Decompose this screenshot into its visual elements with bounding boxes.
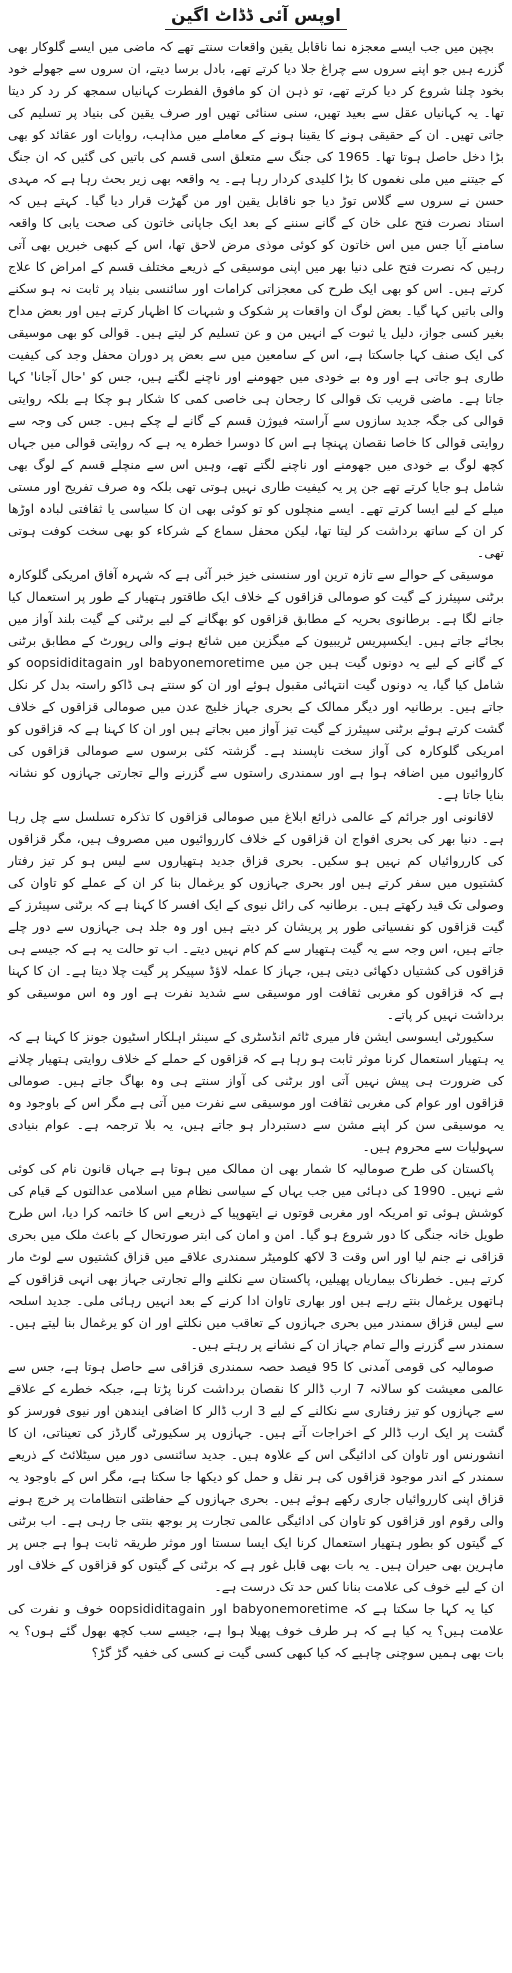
paragraph-2: موسیقی کے حوالے سے تازہ ترین اور سنسنی خیز خبر آئی ہے کہ شہرہ آفاق امریکی گلوکارہ برٹنی سپیئرز کے گیت کو صومالی قزاقوں کے خلاف ایک طاقتور ہتھیار کے طور پر استعمال کیا جانے لگا ہے۔ برطانوی بحریہ کے مطابق قزاقوں کو بھگانے کے لیے برٹنی کے گیت بلند آواز میں بجائے جاتے ہیں۔ ایکسپریس ٹریبیون کے میگزین میں شائع ہونے والی رپورٹ کے مطابق برٹنی کے گانے کے لیے یہ دونوں گیت ہیں جن میں babyonemoretime اور oopsididitagain کو شامل کیا گیا، یہ دونوں گیت انتہائی مقبول ہوئے اور ان کو سنتے ہی ڈاکو راستہ بدل کر نکل جاتے ہیں۔ برطانیہ اور دیگر ممالک کے بحری جہاز خلیج عدن میں صومالی قزاقوں کے خلاف گشت کرتے ہوئے برٹنی سپیئرز کے گیت تیز آواز میں بجاتے ہیں اور ان کا کہنا ہے کہ قزاقوں کو امریکی گلوکارہ کی آواز سخت ناپسند ہے۔ گزشتہ کئی برسوں سے صومالی قزاقوں کی کاروائیوں میں اضافہ ہوا ہے اور سمندری راستوں سے گزرنے والے تجارتی جہازوں کو نشانہ بنایا جاتا ہے۔: [8, 567, 505, 802]
headline: اوپس آئی ڈڈاٹ اگین: [165, 6, 347, 30]
paragraph-6: صومالیہ کی قومی آمدنی کا 95 فیصد حصہ سمندری قزاقی سے حاصل ہوتا ہے، جس سے عالمی معیشت کو سالانہ 7 ارب ڈالر کا نقصان برداشت کرنا پڑتا ہے، جبکہ خطرے کے علاقے سے جہازوں کو تیز رفتاری سے نکالنے کے لیے 3 ارب ڈالر کا اضافی ایندھن اور نیوی فورسز کو گشت پر ایک ارب ڈالر کے اخراجات آتے ہیں۔ جہازوں پر سکیورٹی گارڈز کی تعیناتی، ان کا انشورنس اور تاوان کی ادائیگی اس کے علاوہ ہیں۔ جدید سائنسی دور میں سیٹلائٹ کے ذریعے سمندر کے اندر موجود قزاقوں کی ہر نقل و حمل کو دیکھا جا سکتا ہے، مگر اس کے باوجود یہ قزاق اپنی کارروائیاں جاری رکھے ہوئے ہیں۔ بحری جہازوں کے حفاظتی انتظامات پر خرچ ہونے والی رقوم اور قزاقوں کو تاوان کی ادائیگی عالمی تجارت پر بوجھ بنتی جا رہی ہے۔ اب برٹنی کے گیتوں کو بطور ہتھیار استعمال کرنا ایک ایسا سستا اور موثر طریقہ ثابت ہوا ہے جس پر ماہرین بھی حیران ہیں۔ یہ بات بھی قابل غور ہے کہ برٹنی کے گیتوں کو قزاقوں کے خلاف اور ان کے لیے خوف کی علامت بنانا کس حد تک درست ہے۔: [8, 1359, 504, 1594]
paragraph-5: پاکستان کی طرح صومالیہ کا شمار بھی ان ممالک میں ہوتا ہے جہاں قانون نام کی کوئی شے نہیں۔ 1990 کی دہائی میں جب یہاں کے سیاسی نظام میں اسلامی عدالتوں کے قیام کی کوشش ہوئی تو امریکہ اور مغربی قوتوں نے ایتھوپیا کے ذریعے اس کا خاتمہ کرا دیا، اس طرح طویل خانہ جنگی کا دور شروع ہو گیا۔ امن و امان کی ابتر صورتحال کے باعث ملک میں بحری قزاقی نے جنم لیا اور اس وقت 3 لاکھ کلومیٹر سمندری علاقے میں قزاق کشتیوں سے لوٹ مار کرتے ہیں۔ خطرناک بیماریاں پھیلیں، پاکستان سے نکلنے والے تجارتی جہاز بھی انہی قزاقوں کے ہاتھوں یرغمال بنتے رہے ہیں اور بھاری تاوان ادا کرنے کے بعد انہیں رہائی ملی۔ جدید اسلحہ سے لیس قزاق سمندر میں بحری جہازوں کے تعاقب میں نکلتے اور ان کو یرغمال بنا لیتے ہیں۔ سمندر سے گزرنے والے تمام جہاز ان کے نشانے پر رہتے ہیں۔: [8, 1161, 504, 1352]
paragraph-1: بچپن میں جب ایسے معجزہ نما ناقابل یقین واقعات سنتے تھے کہ ماضی میں ایسے گلوکار بھی گزرے ہیں جو اپنے سروں سے چراغ جلا دیا کرتے تھے، بادل برسا دیتے، ان سروں سے جھولے خود بخود چلنا شروع کر دیا کرتے تھے، تو ذہن ان کو مافوق الفطرت کہانیاں سمجھ کر رد کر دیتا تھا۔ یہ کہانیاں عقل سے بعید تھیں، سنی سنائی تھیں اور صرف یقین کی بنیاد پر تسلیم کی جاتی تھیں۔ ان کے حقیقی ہونے کا یقینا ہونے کے معاملے میں مذاہب، روایات اور عقائد کو بھی بڑا دخل حاصل ہوتا تھا۔ 1965 کی جنگ سے متعلق اسی قسم کی باتیں کی گئیں کہ ان جنگ کے جیتنے میں ملی نغموں کا بڑا کلیدی کردار رہا ہے۔ یہ واقعہ بھی زیر بحث رہا ہے کہ مہدی حسن نے سروں سے گلاس توڑ دیا جو ناقابل یقین اور من گھڑت قرار دیا گیا۔ کہتے ہیں کہ استاد نصرت فتح علی خان کے گانے سننے کے بعد ایک جاپانی خاتون کی صحت یابی کا واقعہ سامنے آیا جس میں اس خاتون کو کوئی موذی مرض لاحق تھا، اس کے کبھی خبریں بھی آتی رہیں کہ نصرت فتح علی دنیا بھر میں اپنی موسیقی کے ذریعے مختلف قسم کے امراض کا علاج کرتے ہیں۔ اس کو بھی ایک طرح کی معجزاتی کرامات اور سائنسی بنیاد پر ثابت نہ ہو سکنے والی باتیں کہا گیا۔ بعض لوگ ان واقعات پر شکوک و شبہات کا اظہار کرتے ہیں اور بعض مداح بغیر کسی جواز، دلیل یا ثبوت کے انہیں من و عن تسلیم کر لیتے ہیں۔ قوالی کو بھی موسیقی کی ایک صنف کہا جاسکتا ہے، اس کے سامعین میں سے بعض پر دوران محفل وجد کی کیفیت طاری ہو جاتی ہے اور وہ بے خودی میں جھومنے اور ناچنے لگتے ہیں، جس کو 'حال آجانا' کہا جاتا ہے۔ ماضی قریب تک قوالی کا رجحان ہی خاصی کمی کا شکار ہو چکا ہے بلکہ روایتی قوالی کی جگہ جدید سازوں سے آراستہ فیوژن قسم کے گانے لے چکے ہیں۔ جس کی وجہ سے روایتی قوالی کا خاصا نقصان پہنچا ہے اس کا دوسرا خطرہ یہ ہے کہ روایتی قوالی میں جہاں کچھ لوگ بے خودی میں جھومنے اور ناچنے لگتے تھے، وہیں اس سے منچلے قسم کے لوگ بھی شامل ہو جایا کرتے تھے جن پر یہ کیفیت طاری نہیں ہوتی تھی بلکہ وہ صرف تفریح اور مستی میلے کے لیے ایسا کرتے تھے۔ ایسے منچلوں کو تو کوئی بھی ان کا سیاسی یا ثقافتی لبادہ اوڑھا کر ان کے ساتھ برداشت کر لیتا تھا، لیکن محفل سماع کے شرکاء کو بھی سخت کوفت ہوتی تھی۔: [8, 39, 504, 560]
paragraph-7: کیا یہ کہا جا سکتا ہے کہ babyonemoretime اور oopsididitagain خوف و نفرت کی علامت ہیں؟ یہ کیا ہے کہ ہر طرف خوف پھیلا ہوا ہے، جیسے سب کچھ بھول گئے ہوں؟ یہ بات بھی ہمیں سوچنی چاہیے کہ کیا کبھی کسی گیت نے کسی کی خفیہ گڑ گڑ؟: [8, 1601, 504, 1660]
headline-wrap: [8, 6, 504, 30]
article-body: [8, 36, 504, 1664]
paragraph-4: سکیورٹی ایسوسی ایشن فار میری ٹائم انڈسٹری کے سینئر اہلکار اسٹیون جونز کا کہنا ہے کہ یہ ہتھیار استعمال کرنا موثر ثابت ہو رہا ہے کہ قزاقوں کے حملے کے خلاف روایتی ہتھیار چلانے کی ضرورت ہی پیش نہیں آتی اور برٹنی کی آواز سنتے ہی وہ بھاگ جاتے ہیں۔ صومالی قزاقوں اور عوام کی مغربی ثقافت اور موسیقی سے نفرت میں آتی ہے مگر اس کے باوجود وہ یہ موسیقی سن کر اپنے مشن سے دستبردار ہو جاتے ہیں، یہ بلا ترجمہ ہے۔ عوام بنیادی سہولیات سے محروم ہیں۔: [8, 1029, 504, 1154]
paragraph-3: لاقانونی اور جرائم کے عالمی ذرائع ابلاغ میں صومالی قزاقوں کا تذکرہ تسلسل سے چل رہا ہے۔ دنیا بھر کی بحری افواج ان قزاقوں کے خلاف کارروائیوں میں مصروف ہیں، مگر قزاقوں کی کارروائیاں کم نہیں ہو سکیں۔ بحری قزاق جدید ہتھیاروں سے لیس ہو کر تیز رفتار کشتیوں میں سفر کرتے ہیں اور بحری جہازوں کو یرغمال بنا کر ان کے عملے کو تاوان کی وصولی تک قید رکھتے ہیں۔ برطانیہ کی رائل نیوی کے ایک افسر کا کہنا ہے کہ برٹنی سپیئرز کے گیت قزاقوں کو نفسیاتی طور پر پریشان کر دیتے ہیں اور وہ جلد ہی جہازوں سے دور چلے جاتے ہیں، اس وجہ سے یہ گیت ہتھیار سے کم کام نہیں دیتے۔ اب تو حالت یہ ہے کہ جیسے ہی قزاقوں کی کشتیاں دکھائی دیتی ہیں، جہاز کا عملہ لاؤڈ سپیکر پر گیت چلا دیتا ہے۔ ان کا کہنا ہے کہ قزاقوں کو مغربی ثقافت اور موسیقی سے شدید نفرت ہے اور وہ اس موسیقی کو برداشت نہیں کر پاتے۔: [8, 809, 504, 1022]
